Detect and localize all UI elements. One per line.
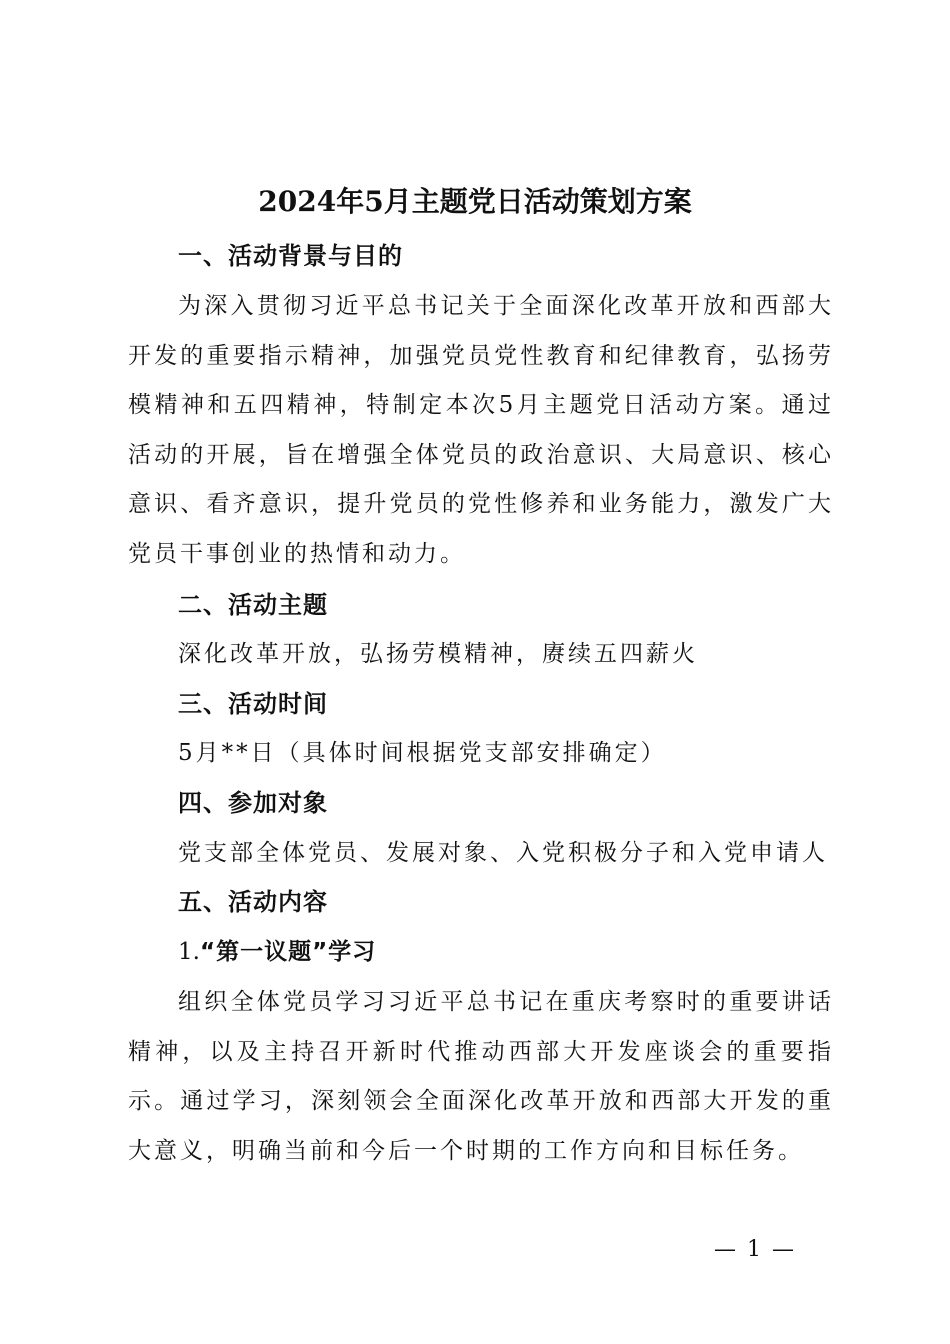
section-heading-theme: 二、活动主题 — [178, 591, 328, 619]
section-heading-background: 一、活动背景与目的 — [178, 242, 403, 270]
subsection-paragraph-first-topic: 组织全体党员学习习近平总书记在重庆考察时的重要讲话精神，以及主持召开新时代推动西部大开发座谈会的重要指示。通过学习，深刻领会全面深化改革开放和西部大开发的重大意义，明确当前和今后一个时期的工作方向和目标任务。 — [128, 989, 834, 1164]
subsection-heading-first-topic — [178, 934, 376, 970]
subsection-number: 1. — [178, 939, 200, 965]
page-number: — 1 — — [714, 1237, 796, 1262]
section-text-theme: 深化改革开放，弘扬劳模精神，赓续五四薪火 — [178, 641, 698, 667]
section-text-time: 5月**日（具体时间根据党支部安排确定） — [178, 740, 667, 766]
document-title: 2024年5月主题党日活动策划方案 — [258, 185, 692, 218]
subsection-title: “第一议题”学习 — [199, 939, 377, 965]
section-heading-time: 三、活动时间 — [178, 690, 328, 718]
section-paragraph-background: 为深入贯彻习近平总书记关于全面深化改革开放和西部大开发的重要指示精神，加强党员党性教育和纪律教育，弘扬劳模精神和五四精神，特制定本次5月主题党日活动方案。通过活动的开展，旨在增强全体党员的政治意识、大局意识、核心意识、看齐意识，提升党员的党性修养和业务能力，激发广大党员干事创业的热情和动力。 — [128, 293, 834, 567]
section-heading-content: 五、活动内容 — [178, 888, 328, 916]
section-heading-participants: 四、参加对象 — [178, 789, 328, 817]
section-text-participants: 党支部全体党员、发展对象、入党积极分子和入党申请人 — [178, 840, 828, 866]
